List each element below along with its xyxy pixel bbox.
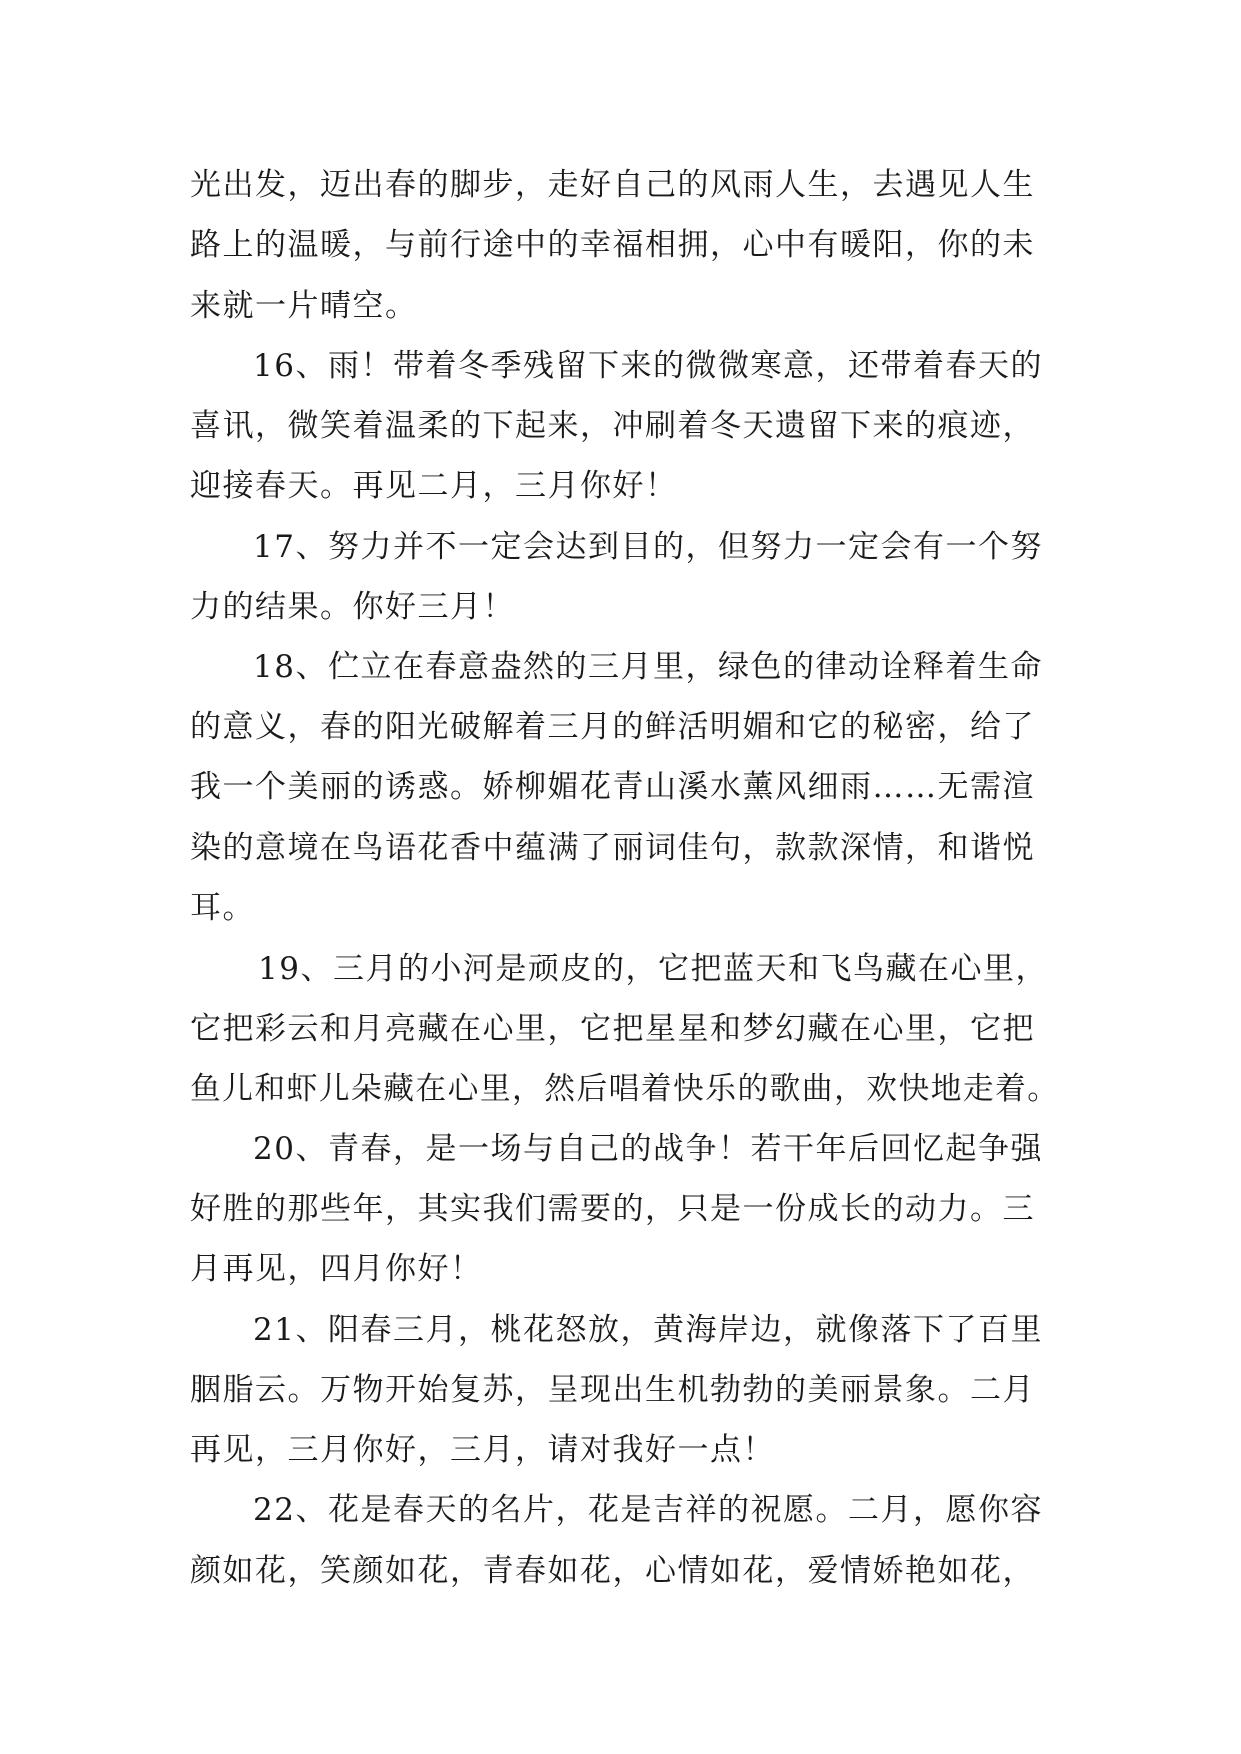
text-line: 喜讯，微笑着温柔的下起来，冲刷着冬天遗留下来的痕迹， [190, 408, 1035, 444]
item-22-start: 22、花是春天的名片，花是吉祥的祝愿。二月，愿你容 [253, 1492, 1043, 1528]
item-20-start: 20、青春，是一场与自己的战争！若干年后回忆起争强 [253, 1131, 1043, 1167]
item-19-start: 19、三月的小河是顽皮的，它把蓝天和飞鸟藏在心里， [258, 951, 1048, 987]
text-line: 胭脂云。万物开始复苏，呈现出生机勃勃的美丽景象。二月 [190, 1372, 1035, 1408]
text-line: 我一个美丽的诱惑。娇柳媚花青山溪水薰风细雨……无需渲 [190, 769, 1035, 805]
item-21-start: 21、阳春三月，桃花怒放，黄海岸边，就像落下了百里 [253, 1312, 1043, 1348]
text-line: 耳。 [190, 890, 255, 926]
text-line: 光出发，迈出春的脚步，走好自己的风雨人生，去遇见人生 [190, 167, 1035, 203]
text-line: 力的结果。你好三月！ [190, 589, 515, 625]
text-line: 再见，三月你好，三月，请对我好一点！ [190, 1432, 775, 1468]
text-line: 颜如花，笑颜如花，青春如花，心情如花，爱情娇艳如花， [190, 1553, 1035, 1589]
text-line: 染的意境在鸟语花香中蕴满了丽词佳句，款款深情，和谐悦 [190, 830, 1035, 866]
text-line: 鱼儿和虾儿朵藏在心里，然后唱着快乐的歌曲，欢快地走着。 [190, 1071, 1060, 1107]
item-18-start: 18、伫立在春意盎然的三月里，绿色的律动诠释着生命 [253, 649, 1043, 685]
item-16-start: 16、雨！带着冬季残留下来的微微寒意，还带着春天的 [253, 348, 1043, 384]
text-line: 迎接春天。再见二月，三月你好！ [190, 468, 678, 504]
text-line: 月再见，四月你好！ [190, 1251, 483, 1287]
text-line: 路上的温暖，与前行途中的幸福相拥，心中有暖阳，你的未 [190, 227, 1035, 263]
item-17-start: 17、努力并不一定会达到目的，但努力一定会有一个努 [253, 529, 1043, 565]
text-line: 的意义，春的阳光破解着三月的鲜活明媚和它的秘密，给了 [190, 709, 1035, 745]
text-line: 来就一片晴空。 [190, 288, 418, 324]
text-line: 它把彩云和月亮藏在心里，它把星星和梦幻藏在心里，它把 [190, 1011, 1035, 1047]
text-line: 好胜的那些年，其实我们需要的，只是一份成长的动力。三 [190, 1191, 1035, 1227]
